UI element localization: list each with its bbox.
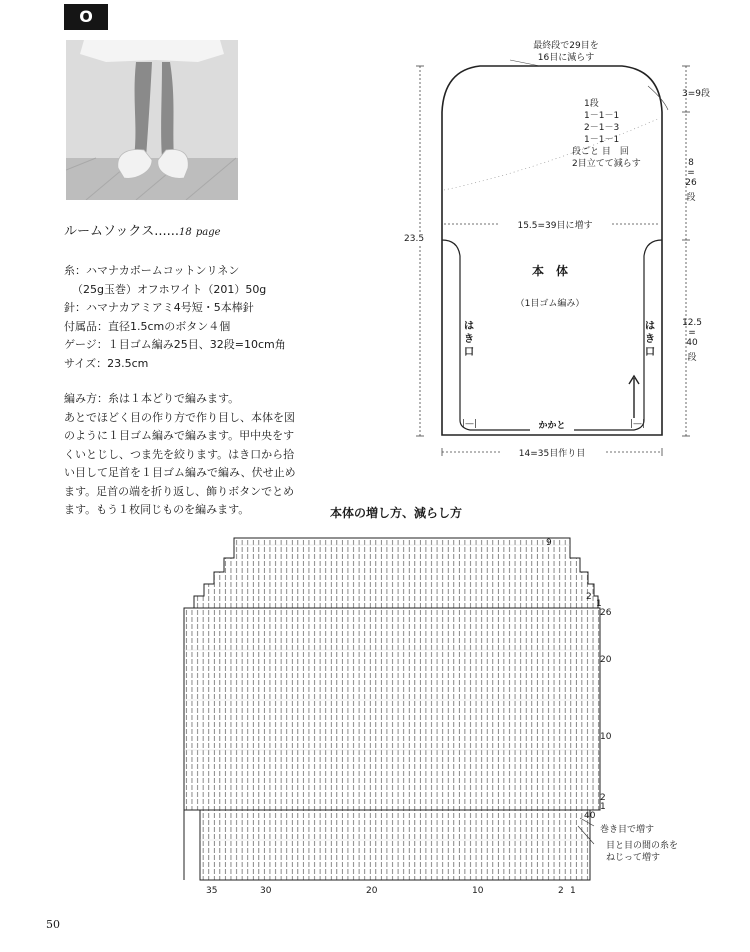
instruction-line: のように１目ゴム編みで編みます。甲中央をす	[64, 429, 295, 442]
right-mid-measure: =	[687, 168, 695, 178]
spec-value: 23.5cm	[107, 356, 149, 370]
right-bot-measure: 段	[687, 353, 697, 363]
instruction-line: くいとじし、つま先を絞ります。はき口から拾	[64, 447, 295, 461]
row-label: 26	[600, 608, 612, 618]
row-label: 10	[600, 732, 612, 742]
row-label: 2	[586, 592, 592, 602]
row-label: 20	[600, 655, 612, 665]
col-label: 10	[472, 886, 484, 896]
col-label: 2	[558, 886, 564, 896]
row-label: 1	[600, 802, 606, 812]
row-label: 2	[600, 793, 606, 803]
right-bot-measure: =	[688, 328, 696, 338]
top-note-1: 最終段で29目を	[533, 41, 599, 51]
page-ref-num: 18	[179, 227, 192, 238]
col-label: 35	[206, 886, 218, 896]
left-height-measure: 23.5	[404, 234, 425, 244]
spec-label: 針：	[64, 301, 86, 314]
page-number: 50	[46, 918, 60, 931]
right-mid-measure: 26	[685, 178, 697, 188]
chart-grid	[184, 538, 600, 880]
instruction-line: 編み方：糸は１本どりで編みます。	[64, 392, 240, 405]
row-label: 1	[596, 599, 602, 609]
spec-value: ハマナカアミアミ4号短・5本棒針	[86, 301, 254, 314]
chart-title: 本体の増し方、減らし方	[330, 506, 463, 520]
page-ref-word: page	[195, 227, 221, 238]
decrease-line: 2－1－3	[584, 123, 620, 133]
decrease-line: 1－1－1	[584, 111, 620, 121]
width-increase-label: 15.5=39目に増す	[500, 218, 610, 231]
chart-note: 巻き目で増す	[600, 825, 655, 835]
heel-mark-left: |—|	[462, 419, 478, 429]
row-label: 40	[584, 811, 596, 821]
top-note-2: 16目に減らす	[537, 53, 595, 63]
instruction-line: あとでほどく目の作り方で作り目し、本体を図	[64, 410, 295, 424]
spec-label: 付属品：	[64, 319, 108, 333]
title-text: ルームソックス	[64, 224, 155, 239]
spec-label: サイズ：	[64, 356, 108, 370]
pattern-badge: O	[64, 4, 108, 30]
decrease-line: 1－1－1	[584, 135, 620, 145]
body-label: 本 体	[531, 264, 568, 278]
decrease-line: 2目立てて減らす	[572, 159, 641, 169]
instruction-line: ます。もう１枚同じものを編みます。	[64, 503, 250, 516]
decrease-line: 1段	[584, 99, 599, 109]
chart-note: 目と目の間の糸を	[606, 841, 679, 851]
heel-label: かかと	[530, 418, 574, 431]
instruction-line: ます。足首の端を折り返し、飾りボタンでとめ	[64, 484, 295, 498]
right-bot-measure: 12.5	[681, 318, 703, 328]
right-mid-measure: 段	[686, 193, 696, 203]
title-dots: ......	[154, 224, 180, 239]
row-label: 9	[546, 538, 552, 548]
cast-on-label: 14=35目作り目	[500, 446, 604, 459]
opening-label-right: はき口	[645, 321, 655, 358]
spec-value: 直径1.5cmのボタン４個	[108, 319, 231, 333]
spec-label: 糸：	[64, 264, 86, 277]
spec-value: （25g玉巻）オフホワイト（201）50g	[72, 282, 267, 296]
right-mid-measure: 8	[688, 158, 694, 168]
spec-value: １目ゴム編み25目、32段=10cm角	[107, 338, 286, 351]
decrease-line: 段ごと 目 回	[572, 147, 629, 157]
right-bot-measure: 40	[686, 338, 698, 348]
body-sublabel: （1目ゴム編み）	[515, 299, 585, 309]
spec-label: ゲージ：	[64, 338, 108, 351]
col-label: 1	[570, 886, 576, 896]
opening-label-left: はき口	[464, 321, 474, 358]
chart-note: ねじって増す	[606, 853, 661, 863]
heel-mark-right: |—|	[630, 419, 646, 429]
spec-value: ハマナカボームコットンリネン	[86, 264, 240, 277]
instruction-line: い目して足首を１目ゴム編みで編み、伏せ止め	[64, 466, 296, 479]
right-top-measure: 3=9段	[682, 89, 710, 99]
col-label: 20	[366, 886, 378, 896]
col-label: 30	[260, 886, 272, 896]
